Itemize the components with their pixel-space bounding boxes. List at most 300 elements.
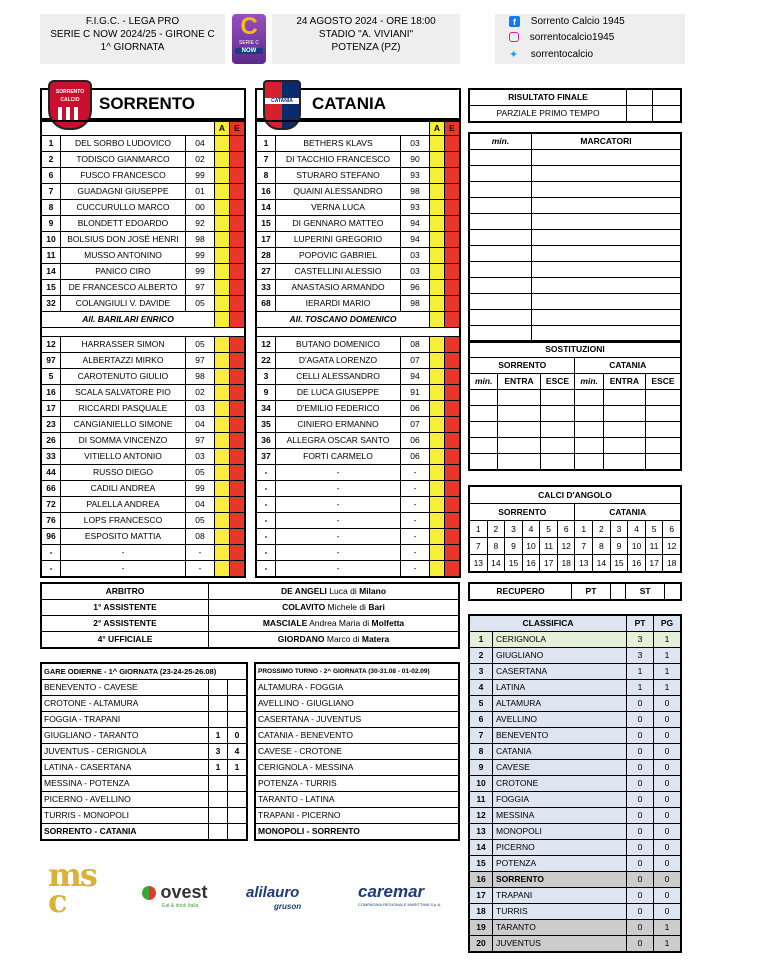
red-card-cell[interactable] bbox=[230, 353, 246, 369]
red-card-cell[interactable] bbox=[445, 353, 461, 369]
player-year: 07 bbox=[401, 353, 430, 369]
red-card-cell[interactable] bbox=[445, 369, 461, 385]
corner-cell[interactable]: 2 bbox=[593, 521, 611, 538]
corner-cell[interactable]: 4 bbox=[628, 521, 646, 538]
sub-cell[interactable] bbox=[603, 422, 645, 438]
player-number: 33 bbox=[41, 449, 61, 465]
sub-cell[interactable] bbox=[645, 454, 681, 471]
subs-col-header: ESCE bbox=[540, 374, 575, 390]
corner-cell[interactable]: 17 bbox=[540, 555, 558, 573]
scorer-minute-cell[interactable] bbox=[469, 230, 532, 246]
yellow-card-cell[interactable] bbox=[215, 497, 230, 513]
standings-position: 3 bbox=[469, 664, 493, 680]
sub-cell[interactable] bbox=[645, 438, 681, 454]
sub-cell[interactable] bbox=[603, 390, 645, 406]
red-card-cell[interactable] bbox=[230, 369, 246, 385]
recupero-pt-value[interactable] bbox=[610, 583, 625, 600]
scorer-row bbox=[469, 278, 681, 294]
red-card-cell[interactable] bbox=[230, 152, 246, 168]
scorer-minute-cell[interactable] bbox=[469, 246, 532, 262]
red-card-cell[interactable] bbox=[230, 465, 246, 481]
yellow-card-cell[interactable] bbox=[430, 353, 445, 369]
corner-cell[interactable]: 4 bbox=[522, 521, 540, 538]
yellow-card-cell[interactable] bbox=[215, 385, 230, 401]
player-year: 08 bbox=[186, 529, 215, 545]
standings-row bbox=[469, 920, 681, 936]
red-card-cell[interactable] bbox=[445, 529, 461, 545]
player-year: - bbox=[401, 561, 430, 578]
standings-points: 0 bbox=[627, 744, 654, 760]
yellow-card-cell[interactable] bbox=[215, 216, 230, 232]
scorer-name-cell[interactable] bbox=[532, 166, 682, 182]
today-away-goals: 0 bbox=[228, 728, 248, 744]
standings-points: 3 bbox=[627, 648, 654, 664]
red-card-cell[interactable] bbox=[445, 545, 461, 561]
player-number: 27 bbox=[256, 264, 276, 280]
yellow-card-cell[interactable] bbox=[430, 184, 445, 200]
yellow-card-cell[interactable] bbox=[430, 248, 445, 264]
sub-cell[interactable] bbox=[540, 422, 575, 438]
yellow-card-cell[interactable] bbox=[215, 449, 230, 465]
player-name: GUADAGNI GIUSEPPE bbox=[61, 184, 186, 200]
yellow-card-cell[interactable] bbox=[430, 433, 445, 449]
sub-cell[interactable] bbox=[540, 454, 575, 471]
corner-cell[interactable]: 7 bbox=[575, 538, 593, 555]
sub-cell[interactable] bbox=[469, 438, 498, 454]
yellow-card-cell[interactable] bbox=[215, 312, 230, 328]
corner-cell[interactable]: 14 bbox=[487, 555, 505, 573]
standings-points: 0 bbox=[627, 888, 654, 904]
away-team-header bbox=[255, 88, 461, 120]
yellow-card-cell[interactable] bbox=[215, 513, 230, 529]
standings-played: 0 bbox=[654, 744, 682, 760]
red-card-cell[interactable] bbox=[445, 216, 461, 232]
red-card-cell[interactable] bbox=[445, 385, 461, 401]
yellow-card-cell[interactable] bbox=[430, 417, 445, 433]
player-name: ESPOSITO MATTIA bbox=[61, 529, 186, 545]
player-number: 7 bbox=[41, 184, 61, 200]
home-separator bbox=[41, 328, 245, 337]
player-name: D'AGATA LORENZO bbox=[276, 353, 401, 369]
yellow-card-cell[interactable] bbox=[430, 168, 445, 184]
corner-cell[interactable]: 13 bbox=[575, 555, 593, 573]
scorer-minute-cell[interactable] bbox=[469, 214, 532, 230]
player-name: CINIERO ERMANNO bbox=[276, 417, 401, 433]
red-card-cell[interactable] bbox=[445, 513, 461, 529]
yellow-card-cell[interactable] bbox=[215, 168, 230, 184]
corner-cell[interactable]: 14 bbox=[593, 555, 611, 573]
corner-cell[interactable]: 15 bbox=[610, 555, 628, 573]
home-bench-row bbox=[41, 465, 245, 481]
recupero-pt-label: PT bbox=[572, 583, 611, 600]
next-match-name: ALTAMURA - FOGGIA bbox=[255, 680, 459, 696]
red-card-cell[interactable] bbox=[230, 417, 246, 433]
scorer-minute-cell[interactable] bbox=[469, 150, 532, 166]
standings-played: 0 bbox=[654, 872, 682, 888]
yellow-card-cell[interactable] bbox=[430, 232, 445, 248]
standings-team: SORRENTO bbox=[493, 872, 627, 888]
official-person bbox=[209, 616, 460, 632]
standings-points: 1 bbox=[627, 664, 654, 680]
yellow-card-cell[interactable] bbox=[430, 529, 445, 545]
yellow-card-cell[interactable] bbox=[430, 152, 445, 168]
standings-played: 0 bbox=[654, 888, 682, 904]
red-card-cell[interactable] bbox=[445, 312, 461, 328]
red-card-cell[interactable] bbox=[445, 465, 461, 481]
red-card-cell[interactable] bbox=[445, 200, 461, 216]
away-starters-row bbox=[256, 280, 460, 296]
red-card-cell[interactable] bbox=[230, 168, 246, 184]
corner-cell[interactable]: 8 bbox=[593, 538, 611, 555]
scorer-minute-cell[interactable] bbox=[469, 166, 532, 182]
yellow-card-cell[interactable] bbox=[430, 465, 445, 481]
corner-cell[interactable]: 10 bbox=[522, 538, 540, 555]
standings-position: 20 bbox=[469, 936, 493, 953]
sub-cell[interactable] bbox=[498, 406, 540, 422]
player-name: FUSCO FRANCESCO bbox=[61, 168, 186, 184]
player-year: - bbox=[401, 481, 430, 497]
scorer-name-cell[interactable] bbox=[532, 310, 682, 326]
red-card-cell[interactable] bbox=[445, 136, 461, 152]
red-card-cell[interactable] bbox=[230, 433, 246, 449]
player-number: 37 bbox=[256, 449, 276, 465]
scorer-name-cell[interactable] bbox=[532, 198, 682, 214]
sub-cell[interactable] bbox=[645, 406, 681, 422]
yellow-card-cell[interactable] bbox=[215, 433, 230, 449]
red-card-cell[interactable] bbox=[445, 248, 461, 264]
scorer-minute-cell[interactable] bbox=[469, 278, 532, 294]
yellow-card-cell[interactable] bbox=[430, 280, 445, 296]
player-year: 03 bbox=[401, 136, 430, 152]
player-name: COLANGIULI V. DAVIDE bbox=[61, 296, 186, 312]
player-number: 9 bbox=[256, 385, 276, 401]
player-number: 97 bbox=[41, 353, 61, 369]
corner-cell[interactable]: 16 bbox=[522, 555, 540, 573]
standings-played: 1 bbox=[654, 632, 682, 648]
yellow-card-cell[interactable] bbox=[430, 337, 445, 353]
player-name: - bbox=[276, 481, 401, 497]
away-team-name: CATANIA bbox=[312, 94, 386, 113]
player-number: 35 bbox=[256, 417, 276, 433]
player-name: PALELLA ANDREA bbox=[61, 497, 186, 513]
corner-cell[interactable]: 8 bbox=[487, 538, 505, 555]
scorer-name-cell[interactable] bbox=[532, 246, 682, 262]
yellow-card-cell[interactable] bbox=[215, 248, 230, 264]
recupero-st-value[interactable] bbox=[665, 583, 681, 600]
today-match-name: SORRENTO - CATANIA bbox=[41, 824, 209, 841]
player-year: 05 bbox=[186, 337, 215, 353]
player-name: ALBERTAZZI MIRKO bbox=[61, 353, 186, 369]
red-card-cell[interactable] bbox=[230, 337, 246, 353]
social-twitter[interactable] bbox=[509, 48, 685, 63]
scorer-minute-cell[interactable] bbox=[469, 294, 532, 310]
yellow-card-cell[interactable] bbox=[430, 449, 445, 465]
sub-cell[interactable] bbox=[540, 438, 575, 454]
final-away-score[interactable] bbox=[653, 89, 681, 106]
scorer-name-cell[interactable] bbox=[532, 262, 682, 278]
yellow-card-cell[interactable] bbox=[430, 385, 445, 401]
corner-cell[interactable]: 18 bbox=[557, 555, 575, 573]
red-card-cell[interactable] bbox=[445, 152, 461, 168]
yellow-card-cell[interactable] bbox=[215, 529, 230, 545]
yellow-card-cell[interactable] bbox=[430, 561, 445, 578]
header-left-box bbox=[40, 14, 225, 64]
subs-box bbox=[468, 340, 682, 471]
red-card-cell[interactable] bbox=[230, 497, 246, 513]
sub-cell[interactable] bbox=[469, 406, 498, 422]
yellow-card-cell[interactable] bbox=[215, 401, 230, 417]
home-coach-row bbox=[41, 312, 245, 328]
today-home-goals bbox=[209, 824, 228, 841]
corner-cell[interactable]: 6 bbox=[663, 521, 681, 538]
red-card-cell[interactable] bbox=[230, 449, 246, 465]
player-year: 01 bbox=[186, 184, 215, 200]
red-card-cell[interactable] bbox=[230, 545, 246, 561]
away-bench-row bbox=[256, 561, 460, 578]
official-role: ARBITRO bbox=[41, 583, 209, 600]
half-home-score[interactable] bbox=[627, 106, 653, 123]
red-card-cell[interactable] bbox=[230, 184, 246, 200]
standings-row bbox=[469, 648, 681, 664]
yellow-card-cell[interactable] bbox=[215, 232, 230, 248]
yellow-card-cell[interactable] bbox=[215, 200, 230, 216]
red-card-cell[interactable] bbox=[230, 312, 246, 328]
player-number: 6 bbox=[41, 168, 61, 184]
standings-points: 0 bbox=[627, 904, 654, 920]
red-card-cell[interactable] bbox=[230, 513, 246, 529]
standings-played: 1 bbox=[654, 664, 682, 680]
red-card-cell[interactable] bbox=[445, 417, 461, 433]
corner-cell[interactable]: 1 bbox=[469, 521, 487, 538]
yellow-card-cell[interactable] bbox=[430, 216, 445, 232]
sub-cell[interactable] bbox=[469, 390, 498, 406]
scorer-minute-cell[interactable] bbox=[469, 262, 532, 278]
standings-position: 12 bbox=[469, 808, 493, 824]
red-card-cell[interactable] bbox=[445, 280, 461, 296]
red-card-cell[interactable] bbox=[445, 296, 461, 312]
player-number: 16 bbox=[41, 385, 61, 401]
red-card-cell[interactable] bbox=[230, 216, 246, 232]
coach-name: All. TOSCANO DOMENICO bbox=[256, 312, 430, 328]
home-lineup bbox=[40, 120, 246, 578]
half-away-score[interactable] bbox=[653, 106, 681, 123]
red-card-cell[interactable] bbox=[445, 561, 461, 578]
red-card-cell[interactable] bbox=[230, 401, 246, 417]
red-card-cell[interactable] bbox=[230, 136, 246, 152]
red-card-cell[interactable] bbox=[445, 168, 461, 184]
league-logo-tag: NOW bbox=[235, 48, 263, 54]
red-card-cell[interactable] bbox=[445, 264, 461, 280]
red-card-cell[interactable] bbox=[445, 184, 461, 200]
corner-cell[interactable]: 1 bbox=[575, 521, 593, 538]
red-card-cell[interactable] bbox=[445, 401, 461, 417]
scorer-name-cell[interactable] bbox=[532, 150, 682, 166]
corner-cell[interactable]: 11 bbox=[645, 538, 663, 555]
sub-cell[interactable] bbox=[603, 454, 645, 471]
home-bench-row bbox=[41, 545, 245, 561]
corner-cell[interactable]: 3 bbox=[505, 521, 523, 538]
yellow-card-cell[interactable] bbox=[215, 280, 230, 296]
sub-cell[interactable] bbox=[540, 406, 575, 422]
final-home-score[interactable] bbox=[627, 89, 653, 106]
social-facebook[interactable] bbox=[509, 16, 685, 31]
player-name: - bbox=[61, 545, 186, 561]
sub-cell[interactable] bbox=[575, 454, 603, 471]
standings-row bbox=[469, 904, 681, 920]
sub-cell[interactable] bbox=[540, 390, 575, 406]
sub-cell[interactable] bbox=[575, 390, 603, 406]
player-year: 02 bbox=[186, 385, 215, 401]
yellow-card-cell[interactable] bbox=[215, 465, 230, 481]
header-social-box bbox=[495, 14, 685, 64]
yellow-card-cell[interactable] bbox=[215, 417, 230, 433]
official-di: di bbox=[359, 602, 366, 612]
sub-cell[interactable] bbox=[603, 438, 645, 454]
red-card-cell[interactable] bbox=[230, 248, 246, 264]
player-number: 2 bbox=[41, 152, 61, 168]
sub-cell[interactable] bbox=[498, 422, 540, 438]
yellow-card-cell[interactable] bbox=[215, 353, 230, 369]
scorer-name-cell[interactable] bbox=[532, 230, 682, 246]
next-match-name: MONOPOLI - SORRENTO bbox=[255, 824, 459, 841]
scorer-name-cell[interactable] bbox=[532, 294, 682, 310]
today-match-name: MESSINA - POTENZA bbox=[41, 776, 209, 792]
yellow-card-cell[interactable] bbox=[430, 545, 445, 561]
sub-cell[interactable] bbox=[498, 438, 540, 454]
red-card-cell[interactable] bbox=[445, 481, 461, 497]
corner-cell[interactable]: 9 bbox=[610, 538, 628, 555]
red-card-cell[interactable] bbox=[230, 264, 246, 280]
scorer-row bbox=[469, 246, 681, 262]
red-card-cell[interactable] bbox=[445, 449, 461, 465]
yellow-card-cell[interactable] bbox=[430, 200, 445, 216]
standings-points: 0 bbox=[627, 824, 654, 840]
scorer-minute-cell[interactable] bbox=[469, 310, 532, 326]
red-card-cell[interactable] bbox=[230, 529, 246, 545]
home-bench-row bbox=[41, 353, 245, 369]
player-number: 9 bbox=[41, 216, 61, 232]
yellow-card-cell[interactable] bbox=[430, 369, 445, 385]
yellow-card-cell[interactable] bbox=[430, 513, 445, 529]
home-starters-row bbox=[41, 136, 245, 152]
player-number: 17 bbox=[41, 401, 61, 417]
corner-cell[interactable]: 15 bbox=[505, 555, 523, 573]
red-card-cell[interactable] bbox=[230, 561, 246, 578]
yellow-card-cell[interactable] bbox=[215, 481, 230, 497]
player-number: - bbox=[41, 545, 61, 561]
corner-cell[interactable]: 12 bbox=[663, 538, 681, 555]
corner-cell[interactable]: 3 bbox=[610, 521, 628, 538]
yellow-card-cell[interactable] bbox=[430, 312, 445, 328]
red-card-cell[interactable] bbox=[445, 497, 461, 513]
corner-cell[interactable]: 5 bbox=[540, 521, 558, 538]
yellow-card-cell[interactable] bbox=[215, 561, 230, 578]
home-bench-row bbox=[41, 449, 245, 465]
player-name: HARRASSER SIMON bbox=[61, 337, 186, 353]
yellow-card-cell[interactable] bbox=[430, 136, 445, 152]
corner-cell[interactable]: 2 bbox=[487, 521, 505, 538]
sub-cell[interactable] bbox=[469, 454, 498, 471]
corner-cell[interactable]: 7 bbox=[469, 538, 487, 555]
corner-cell[interactable]: 18 bbox=[663, 555, 681, 573]
sub-cell[interactable] bbox=[645, 422, 681, 438]
red-card-cell[interactable] bbox=[230, 280, 246, 296]
red-card-cell[interactable] bbox=[445, 337, 461, 353]
official-city: Matera bbox=[361, 634, 390, 644]
player-year: - bbox=[401, 513, 430, 529]
away-col-e: E bbox=[445, 121, 461, 136]
corner-cell[interactable]: 9 bbox=[505, 538, 523, 555]
corner-cell[interactable]: 17 bbox=[645, 555, 663, 573]
corner-cell[interactable]: 5 bbox=[645, 521, 663, 538]
scorer-minute-cell[interactable] bbox=[469, 198, 532, 214]
scorer-name-cell[interactable] bbox=[532, 214, 682, 230]
yellow-card-cell[interactable] bbox=[430, 401, 445, 417]
corner-cell[interactable]: 6 bbox=[557, 521, 575, 538]
yellow-card-cell[interactable] bbox=[215, 296, 230, 312]
yellow-card-cell[interactable] bbox=[430, 481, 445, 497]
sub-cell[interactable] bbox=[603, 406, 645, 422]
today-match-name: TURRIS - MONOPOLI bbox=[41, 808, 209, 824]
social-instagram[interactable] bbox=[509, 32, 685, 47]
player-name: D'EMILIO FEDERICO bbox=[276, 401, 401, 417]
yellow-card-cell[interactable] bbox=[215, 136, 230, 152]
yellow-card-cell[interactable] bbox=[215, 264, 230, 280]
yellow-card-cell[interactable] bbox=[430, 497, 445, 513]
official-city: Molfetta bbox=[371, 618, 405, 628]
player-year: - bbox=[401, 465, 430, 481]
yellow-card-cell[interactable] bbox=[215, 184, 230, 200]
red-card-cell[interactable] bbox=[230, 385, 246, 401]
yellow-card-cell[interactable] bbox=[215, 545, 230, 561]
scorer-minute-cell[interactable] bbox=[469, 182, 532, 198]
next-match-row bbox=[255, 760, 459, 776]
red-card-cell[interactable] bbox=[445, 433, 461, 449]
yellow-card-cell[interactable] bbox=[430, 296, 445, 312]
sub-cell[interactable] bbox=[498, 454, 540, 471]
yellow-card-cell[interactable] bbox=[215, 369, 230, 385]
sub-cell[interactable] bbox=[498, 390, 540, 406]
sub-cell[interactable] bbox=[645, 390, 681, 406]
sub-cell[interactable] bbox=[575, 422, 603, 438]
red-card-cell[interactable] bbox=[230, 200, 246, 216]
corner-cell[interactable]: 16 bbox=[628, 555, 646, 573]
red-card-cell[interactable] bbox=[230, 481, 246, 497]
corner-cell[interactable]: 13 bbox=[469, 555, 487, 573]
today-home-goals: 1 bbox=[209, 760, 228, 776]
player-number: - bbox=[256, 545, 276, 561]
corner-cell[interactable]: 12 bbox=[557, 538, 575, 555]
sub-cell[interactable] bbox=[575, 438, 603, 454]
today-match-row bbox=[41, 824, 247, 841]
standings-points: 0 bbox=[627, 920, 654, 936]
yellow-card-cell[interactable] bbox=[215, 337, 230, 353]
scorer-name-cell[interactable] bbox=[532, 182, 682, 198]
red-card-cell[interactable] bbox=[445, 232, 461, 248]
official-di: di bbox=[352, 634, 360, 644]
player-number: 33 bbox=[256, 280, 276, 296]
yellow-card-cell[interactable] bbox=[215, 152, 230, 168]
sub-cell[interactable] bbox=[469, 422, 498, 438]
sub-cell[interactable] bbox=[575, 406, 603, 422]
corner-cell[interactable]: 10 bbox=[628, 538, 646, 555]
red-card-cell[interactable] bbox=[230, 232, 246, 248]
red-card-cell[interactable] bbox=[230, 296, 246, 312]
yellow-card-cell[interactable] bbox=[430, 264, 445, 280]
corner-cell[interactable]: 11 bbox=[540, 538, 558, 555]
sub-row bbox=[469, 438, 681, 454]
scorer-name-cell[interactable] bbox=[532, 278, 682, 294]
